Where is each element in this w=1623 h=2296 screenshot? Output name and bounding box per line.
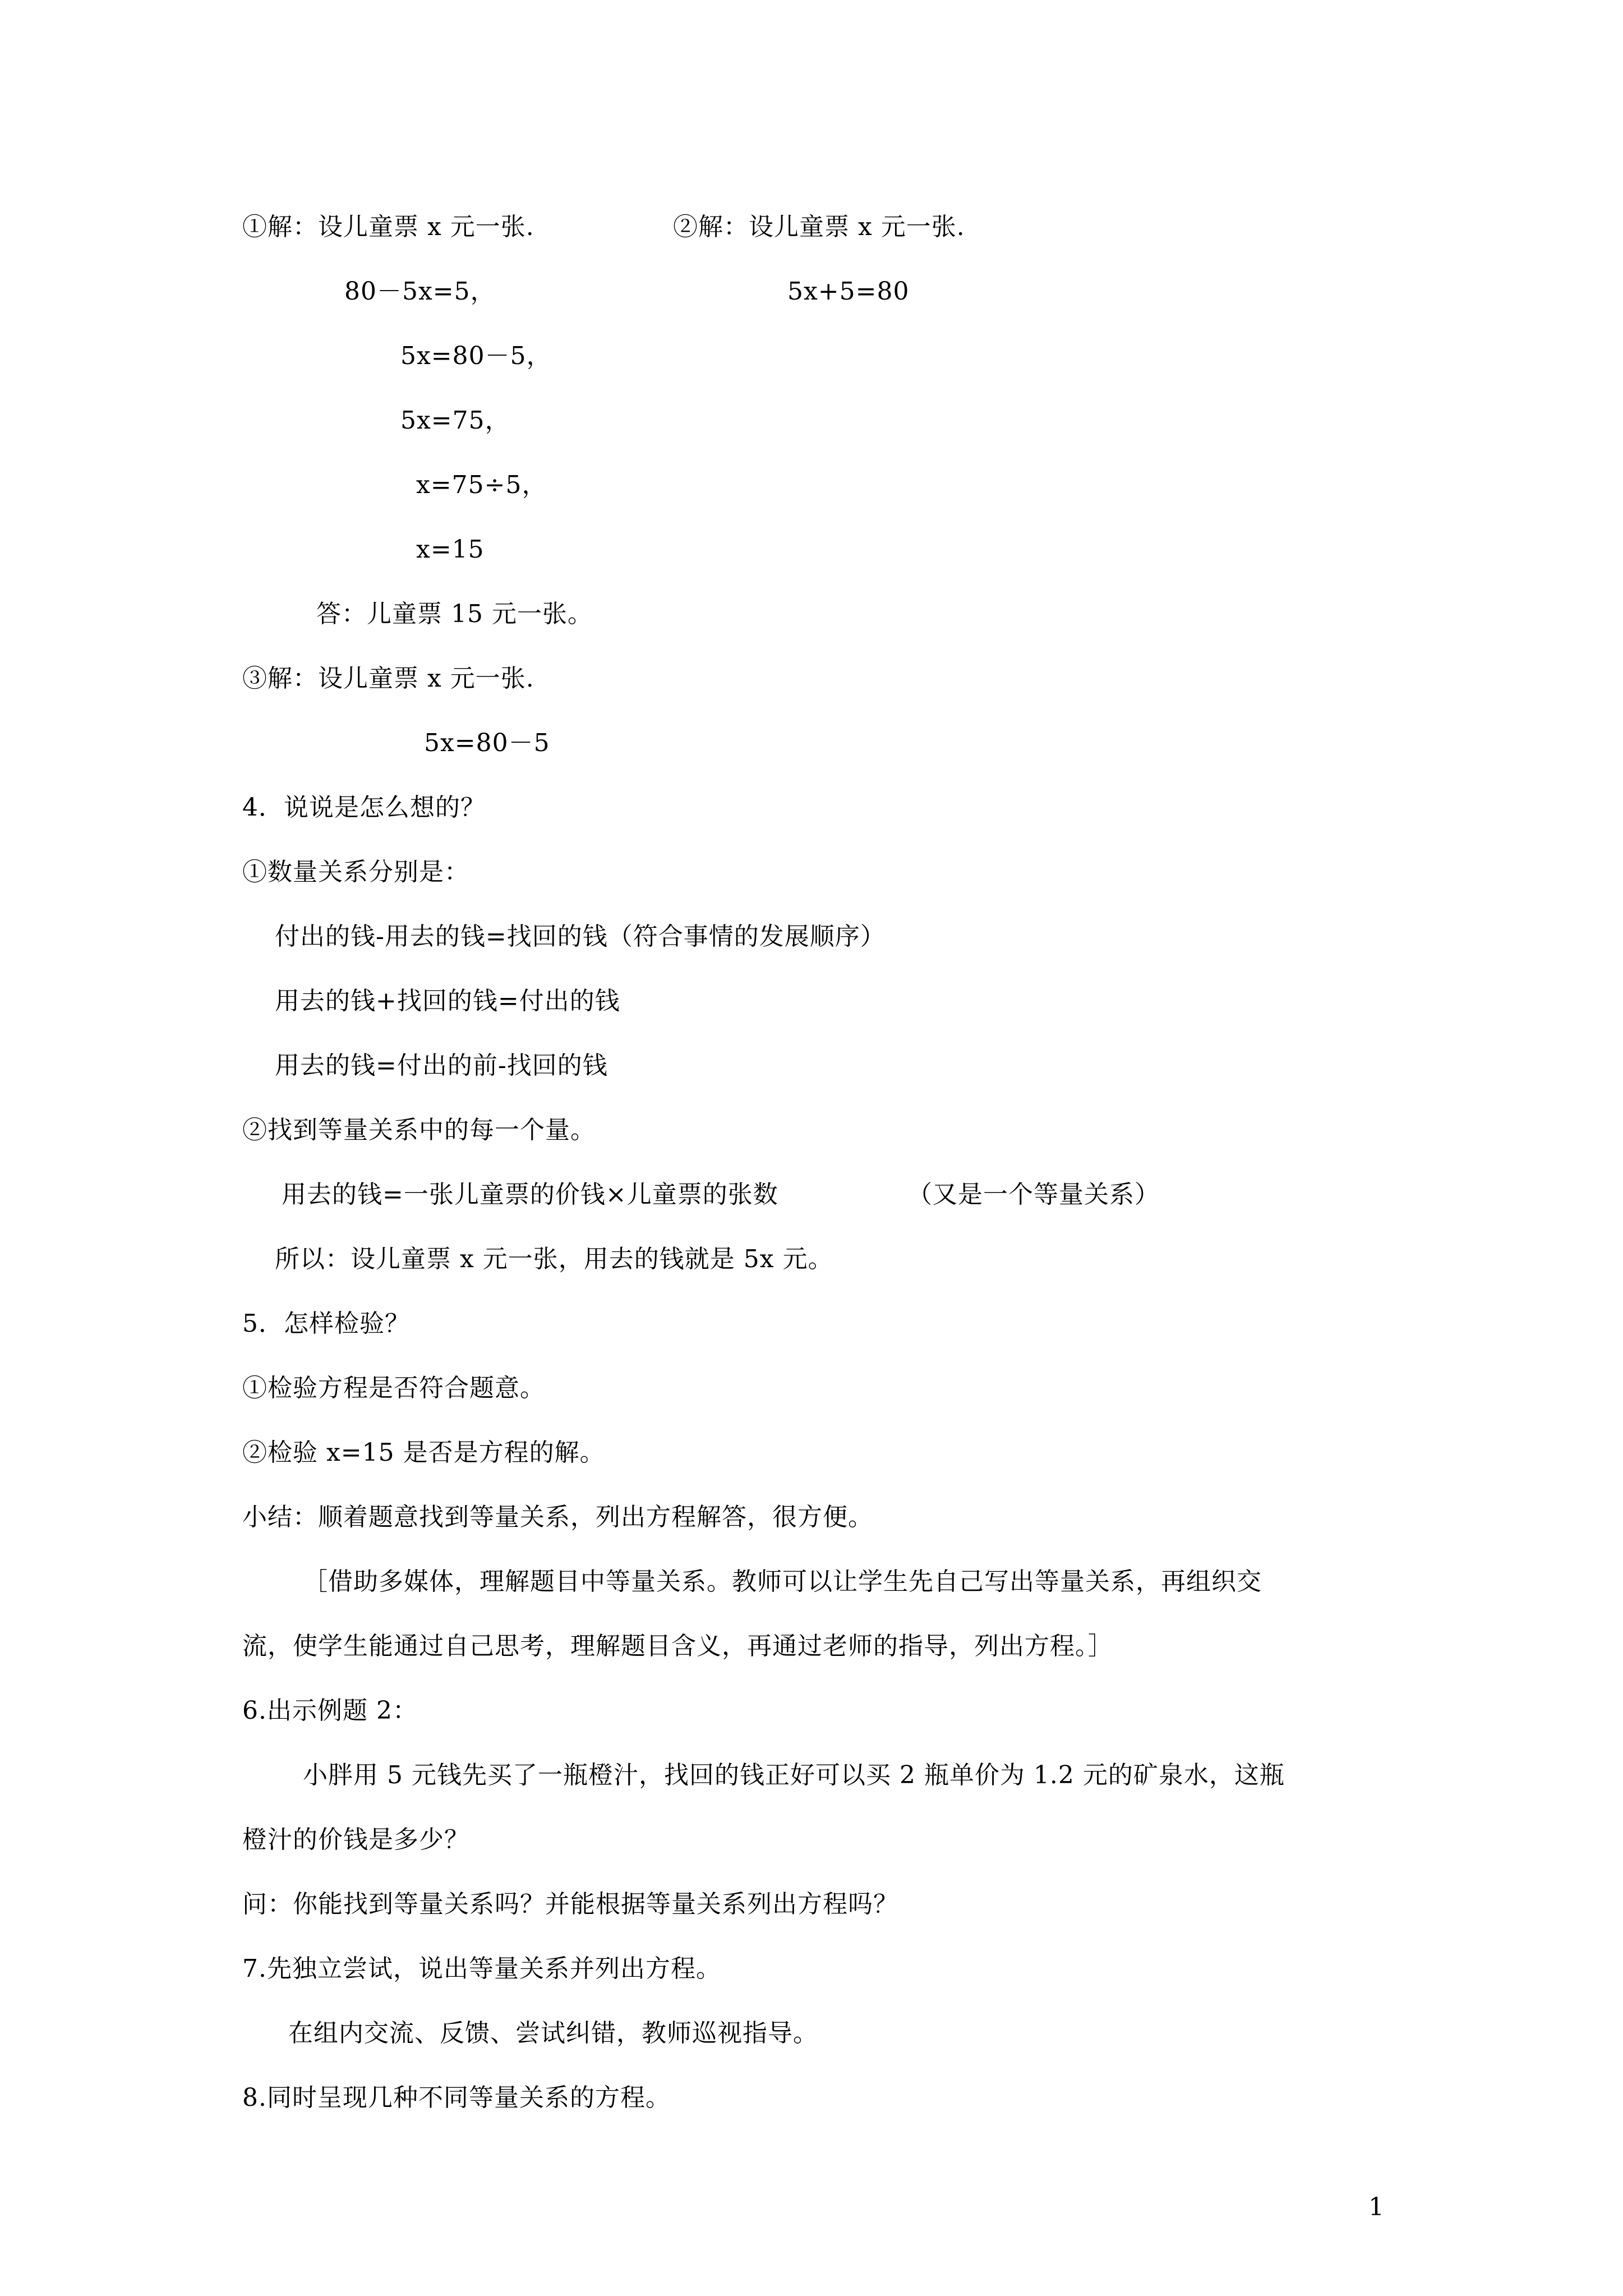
equation-line: 5x+5=80 — [787, 277, 910, 306]
section-heading-8: 8.同时呈现几种不同等量关系的方程。 — [242, 2083, 671, 2112]
section-heading-5: 5．怎样检验？ — [242, 1309, 410, 1338]
answer-line: 答：儿童票 15 元一张。 — [316, 600, 593, 628]
solution-1-header: ①解：设儿童票 x 元一张. — [242, 213, 534, 241]
paragraph-line: ①数量关系分别是： — [242, 858, 469, 886]
paragraph-line: 橙汁的价钱是多少？ — [242, 1825, 469, 1854]
page-number: 1 — [1368, 2193, 1384, 2221]
section-heading-6: 6.出示例题 2： — [242, 1696, 418, 1725]
paragraph-line: ②检验 x=15 是否是方程的解。 — [242, 1438, 605, 1467]
paragraph-line: ②找到等量关系中的每一个量。 — [242, 1116, 596, 1144]
paragraph-line: ①检验方程是否符合题意。 — [242, 1374, 545, 1402]
paragraph-line: 用去的钱=一张儿童票的价钱×儿童票的张数 — [282, 1180, 778, 1209]
section-heading-4: 4．说说是怎么想的？ — [242, 793, 486, 822]
paragraph-line: 所以：设儿童票 x 元一张，用去的钱就是 5x 元。 — [275, 1245, 833, 1273]
equation-line: 5x=75， — [400, 406, 510, 435]
paragraph-line: 用去的钱+找回的钱=付出的钱 — [275, 987, 620, 1015]
equation-line: x=15 — [416, 535, 485, 564]
solution-2-header: ②解：设儿童票 x 元一张. — [673, 213, 965, 241]
paragraph-line: 小胖用 5 元钱先买了一瓶橙汁，找回的钱正好可以买 2 瓶单价为 1.2 元的矿泉水，这瓶 — [303, 1761, 1285, 1789]
paragraph-line: 用去的钱=付出的前-找回的钱 — [275, 1051, 608, 1080]
paragraph-line: ［借助多媒体，理解题目中等量关系。教师可以让学生先自己写出等量关系，再组织交 — [303, 1567, 1262, 1596]
equation-line: 5x=80－5 — [424, 729, 550, 757]
paragraph-line: 付出的钱-用去的钱=找回的钱（符合事情的发展顺序） — [275, 922, 886, 951]
summary-line: 小结：顺着题意找到等量关系，列出方程解答，很方便。 — [242, 1503, 873, 1531]
equation-line: 5x=80－5， — [400, 342, 552, 370]
paragraph-line: 在组内交流、反馈、尝试纠错，教师巡视指导。 — [288, 2019, 818, 2047]
equation-line: x=75÷5， — [416, 471, 547, 499]
solution-3-header: ③解：设儿童票 x 元一张. — [242, 664, 534, 693]
paragraph-line: 流，使学生能通过自己思考，理解题目含义，再通过老师的指导，列出方程。］ — [242, 1632, 1113, 1660]
section-heading-7: 7.先独立尝试，说出等量关系并列出方程。 — [242, 1954, 721, 1983]
question-line: 问：你能找到等量关系吗？并能根据等量关系列出方程吗？ — [242, 1890, 898, 1918]
paragraph-note: （又是一个等量关系） — [907, 1180, 1160, 1209]
equation-line: 80－5x=5， — [344, 277, 496, 306]
